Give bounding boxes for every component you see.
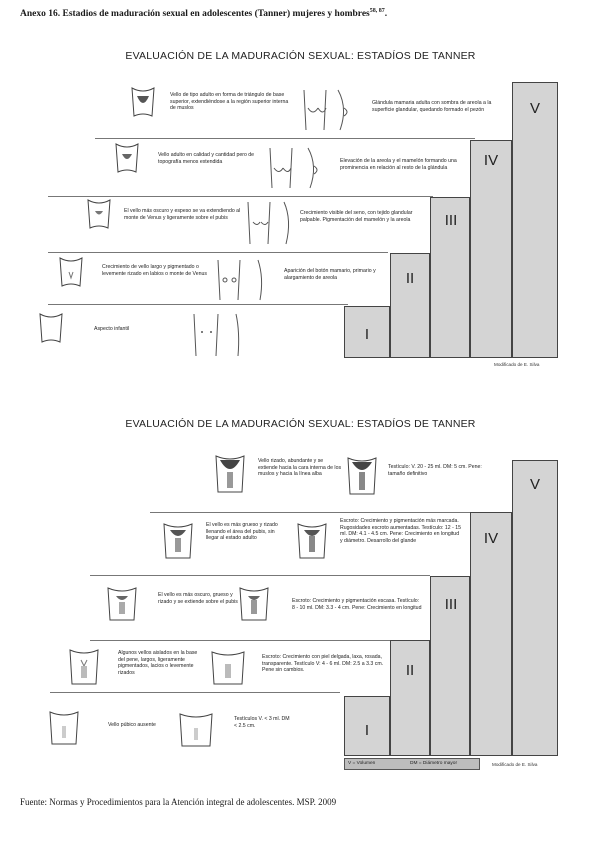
panel2-title: EVALUACIÓN DE LA MADURACIÓN SEXUAL: ESTADÍOS DE TANNER <box>125 418 476 430</box>
male-genital-stage-5-figure <box>344 454 380 500</box>
panel2-step-V <box>512 460 558 756</box>
male-pubic-stage-4-figure <box>160 520 196 562</box>
panel1-stage3-left-text: El vello más oscuro y espeso se va extendiendo al monte de Venus y ligeramente sobre el pubis <box>124 208 241 221</box>
panel1-stage5-left-text: Vello de tipo adulto en forma de triángulo de base superior, extendiéndose a la región superior interna de muslos <box>170 92 289 112</box>
panel2-roman-V: V <box>529 476 540 493</box>
panel2-divider-3 <box>90 575 430 576</box>
panel1-roman-V: V <box>529 100 540 117</box>
female-pubic-stage-1-figure <box>36 312 66 346</box>
panel2-roman-IV: IV <box>483 530 499 547</box>
panel2-legend-volume: V = Volumen <box>348 761 376 766</box>
panel2-divider-1 <box>50 692 340 693</box>
female-pubic-stage-3-figure <box>84 198 114 232</box>
annex-heading-text: Anexo 16. Estadios de maduración sexual en adolescentes (Tanner) mujeres y hombres <box>20 9 370 20</box>
panel2-stage3-right-text: Escroto: Crecimiento y pigmentación escasa. Testículo: 8 - 10 ml. DM: 3.3 - 4 cm. Pene: Crecimiento en longitud <box>292 598 422 611</box>
panel2-stage2-right-text: Escroto: Crecimiento con piel delgada, laxa, rosada, transparente. Testículo V: 4 - 6 ml. DM: 2.5 a 3.3 cm. Pene sin cambios. <box>262 654 384 674</box>
male-pubic-stage-5-figure <box>212 452 248 498</box>
male-genital-stage-3-figure <box>236 584 272 624</box>
panel2-stage3-left-text: El vello es más oscuro, grueso y rizado y se extiende sobre el pubis <box>158 592 238 605</box>
panel1-roman-II: II <box>405 270 415 287</box>
panel1-credit: Modificado de E. Silva <box>494 362 540 367</box>
female-pubic-stage-4-figure <box>112 142 142 178</box>
male-genital-stage-2-figure <box>208 648 248 688</box>
panel2-roman-III: III <box>444 596 458 613</box>
annex-heading-refs: 58, 87 <box>369 8 385 14</box>
panel1-roman-I: I <box>364 326 370 343</box>
panel2-legend-diameter: DM = Diámetro mayor <box>410 761 458 766</box>
panel2-stage5-right-text: Testículo: V. 20 - 25 ml. DM: 5 cm. Pene: tamaño definitivo <box>388 464 482 477</box>
male-genital-stage-1-figure <box>176 710 216 750</box>
panel1-stage2-right-text: Aparición del botón mamario, primario y alargamiento de areola <box>284 268 376 281</box>
female-breast-stage-1-figure <box>190 310 256 358</box>
panel1-stage1-right-text: Aspecto infantil <box>94 326 130 332</box>
panel2-stage5-left-text: Vello rizado, abundante y se extiende hacia la cara interna de los muslos y hacia la línea alba <box>258 458 342 478</box>
panel2-divider-4 <box>150 512 470 513</box>
male-pubic-stage-3-figure <box>104 584 140 624</box>
male-pubic-stage-1-figure <box>46 708 82 748</box>
annex-heading <box>20 8 387 19</box>
panel1-stage4-right-text: Elevación de la areola y el mamelón formando una prominencia en relación al resto de la glándula <box>340 158 457 171</box>
male-pubic-stage-2-figure <box>66 646 102 688</box>
panel2-stage1-left-text: Vello púbico ausente <box>108 722 156 728</box>
panel2-credit: Modificado de E. Silva <box>492 762 538 767</box>
panel2-stage2-left-text: Algunos vellos aislados en la base del pene, largos, ligeramente pigmentados, lacios o levemente rizados <box>118 650 198 676</box>
panel1-title: EVALUACIÓN DE LA MADURACIÓN SEXUAL: ESTADÍOS DE TANNER <box>125 50 476 62</box>
panel1-divider-4 <box>95 138 475 139</box>
panel1-roman-IV: IV <box>483 152 499 169</box>
panel2-step-II <box>390 640 430 756</box>
panel2-stage4-right-text: Escroto: Crecimiento y pigmentación más marcada. Rugosidades escroto aumentadas. Testículo: 12 - 15 ml. DM: 4.1 - 4.5 cm. Pene: Crecimiento en longitud y diámetro. Desarrollo del glande <box>340 518 462 544</box>
panel2-stage4-left-text: El vello es más grueso y rizado llenando el área del pubis, sin llegar al estado adulto <box>206 522 278 542</box>
male-genital-stage-4-figure <box>294 520 330 562</box>
panel1-stage2-left-text: Crecimiento de vello largo y pigmentado o levemente rizado en labios o monte de Venus <box>102 264 207 277</box>
female-breast-stage-2-figure <box>214 256 276 302</box>
panel1-step-V <box>512 82 558 358</box>
annex-heading-end: . <box>384 9 388 20</box>
panel1-stage3-right-text: Crecimiento visible del seno, con tejido glandular palpable. Pigmentación del mamelón y la areola <box>300 210 413 223</box>
panel1-stage5-right-text: Glándula mamaria adulta con sombra de areola a la superficie glandular, quedando formado el pezón <box>372 100 492 113</box>
panel2-divider-2 <box>90 640 390 641</box>
panel1-divider-3 <box>48 196 433 197</box>
female-breast-stage-4-figure <box>266 144 328 190</box>
panel2-step-IV <box>470 512 512 756</box>
female-pubic-stage-5-figure <box>128 86 158 126</box>
female-pubic-stage-2-figure <box>56 256 86 290</box>
panel1-roman-III: III <box>444 212 458 229</box>
female-breast-stage-3-figure <box>244 198 300 248</box>
panel1-divider-1 <box>48 304 348 305</box>
female-breast-stage-5-figure <box>300 86 356 132</box>
panel2-roman-II: II <box>405 662 415 679</box>
source-footer: Fuente: Normas y Procedimientos para la Atención integral de adolescentes. MSP. 2009 <box>20 797 337 807</box>
panel1-step-IV <box>470 140 512 358</box>
panel1-stage4-left-text: Vello adulto en calidad y cantidad pero de topografía menos extendida <box>158 152 255 165</box>
panel1-divider-2 <box>48 252 388 253</box>
panel2-roman-I: I <box>364 722 370 739</box>
panel1-step-II <box>390 253 430 358</box>
panel2-stage1-right-text: Testículos V. < 3 ml. DM < 2.5 cm. <box>234 716 290 729</box>
